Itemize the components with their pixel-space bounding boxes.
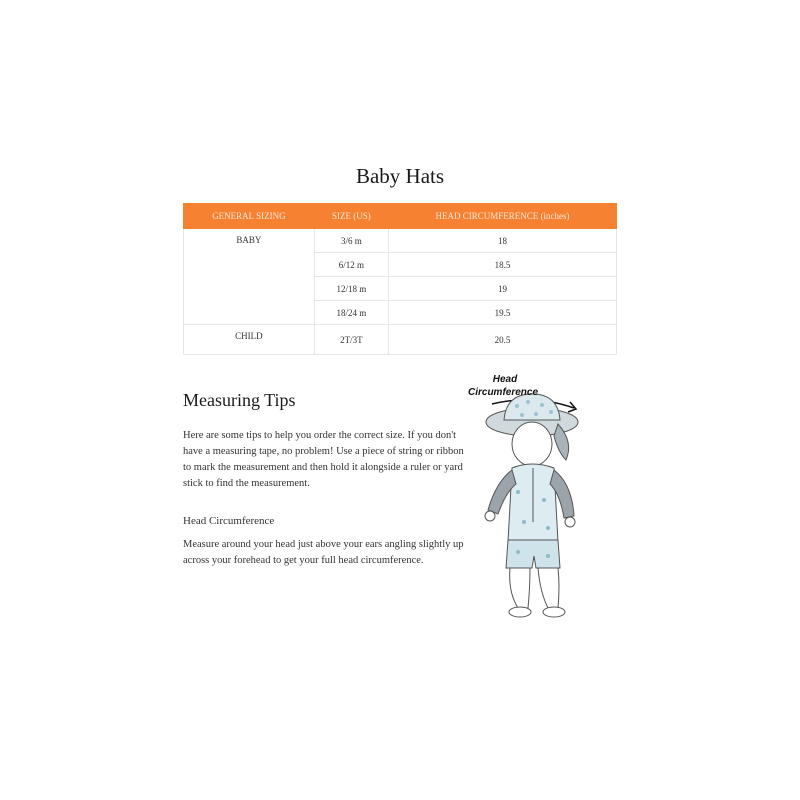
- head-cell: 18: [389, 229, 617, 253]
- head-cell: 19.5: [389, 301, 617, 325]
- size-cell: 12/18 m: [314, 277, 388, 301]
- illustration-label-line2: Circumference: [467, 387, 539, 398]
- table-row: [184, 229, 617, 253]
- size-cell: 6/12 m: [314, 253, 388, 277]
- size-cell: 3/6 m: [314, 229, 388, 253]
- table-header-row: [184, 204, 617, 229]
- page-title: Baby Hats: [355, 164, 445, 188]
- head-circumference-instruction: Measure around your head just above your ears angling slightly up across your forehead to get your full head circumference.: [183, 539, 464, 566]
- table-row: [184, 325, 617, 355]
- baby-illustration: [462, 372, 612, 632]
- header-head-circumference: HEAD CIRCUMFERENCE (inches): [389, 204, 617, 229]
- header-general-sizing: GENERAL SIZING: [184, 204, 315, 229]
- size-table: [183, 203, 617, 355]
- illustration-label-line1: Head: [492, 374, 518, 385]
- head-cell: 18.5: [389, 253, 617, 277]
- category-child: CHILD: [184, 325, 315, 355]
- header-size-us: SIZE (US): [314, 204, 388, 229]
- head-circumference-subheading: Head Circumference: [183, 515, 275, 527]
- measuring-tips-title: Measuring Tips: [183, 390, 296, 410]
- size-cell: 2T/3T: [314, 325, 388, 355]
- size-cell: 18/24 m: [314, 301, 388, 325]
- measuring-tips-intro: Here are some tips to help you order the correct size. If you don't have a measuring tape, no problem! Use a piece of string or ribbon to mark the measurement and then hold it alongside a ruler or yard stick to find the measurement.: [183, 430, 464, 489]
- category-baby: BABY: [184, 229, 315, 325]
- head-cell: 20.5: [389, 325, 617, 355]
- baby-figure-icon: [462, 372, 612, 632]
- head-cell: 19: [389, 277, 617, 301]
